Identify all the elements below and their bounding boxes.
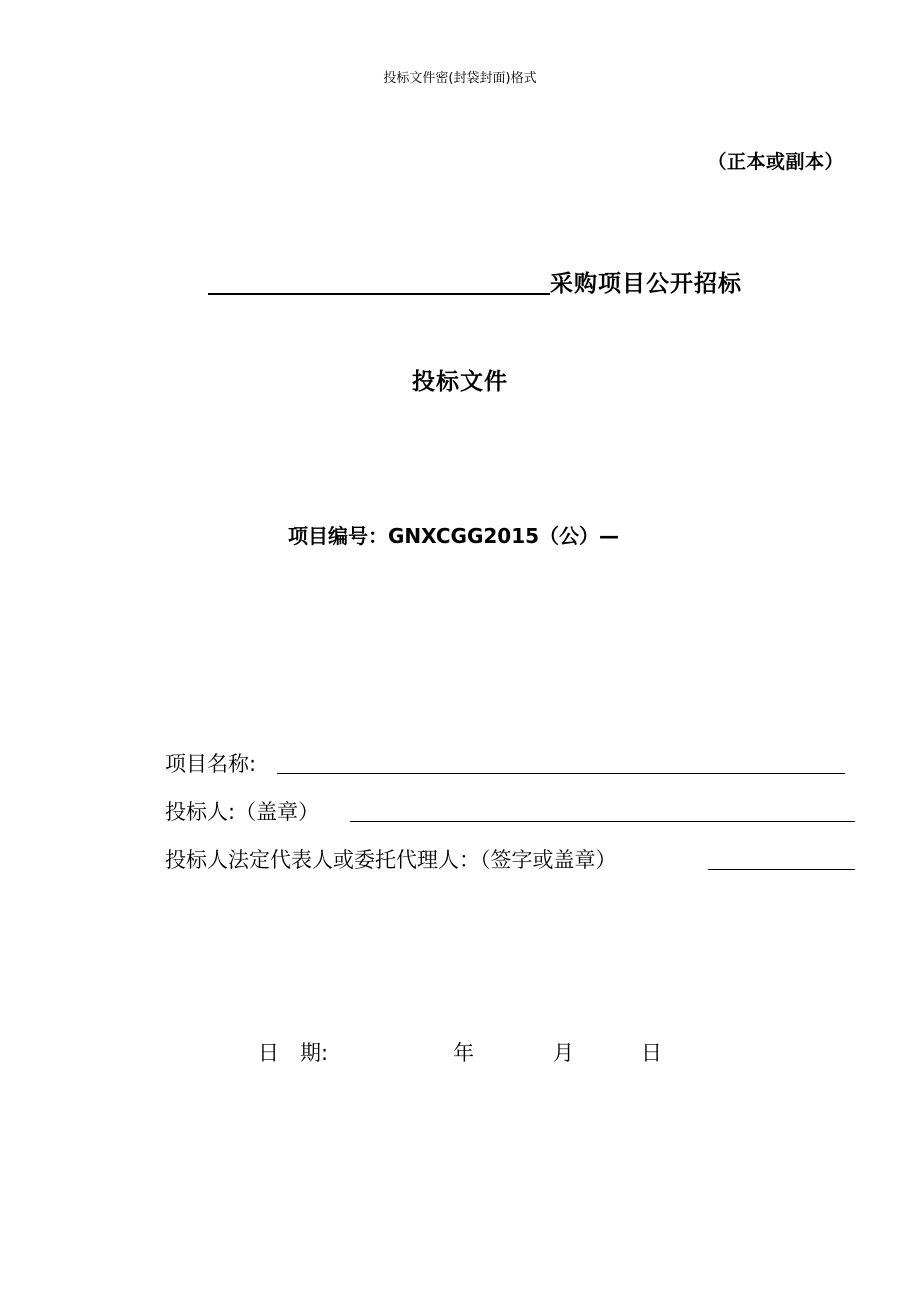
project-name-field xyxy=(165,748,855,778)
representative-field xyxy=(165,844,855,874)
page-header: 投标文件密(封袋封面)格式 xyxy=(383,71,537,86)
bidder-blank-line xyxy=(350,821,855,822)
project-number: 项目编号：GNXCGG2015（公）— xyxy=(288,524,620,548)
copy-type-label: （正本或副本） xyxy=(707,151,844,173)
representative-label: 投标人法定代表人或委托代理人：（签字或盖章） xyxy=(165,848,617,872)
title-blank-line xyxy=(208,293,550,295)
project-name-label: 项目名称: xyxy=(165,752,257,776)
date-row xyxy=(0,1037,920,1067)
date-year-label: 年 xyxy=(453,1041,474,1065)
procurement-title: 采购项目公开招标 xyxy=(550,271,742,297)
date-month-label: 月 xyxy=(553,1041,574,1065)
bidder-label: 投标人:（盖章） xyxy=(165,800,320,824)
project-name-blank-line xyxy=(277,773,845,774)
document-title: 投标文件 xyxy=(412,369,508,395)
date-label: 日 期: xyxy=(258,1041,329,1065)
date-day-label: 日 xyxy=(641,1041,662,1065)
representative-blank-line xyxy=(708,869,855,870)
procurement-title-row xyxy=(208,263,768,299)
bidder-field xyxy=(165,796,855,826)
